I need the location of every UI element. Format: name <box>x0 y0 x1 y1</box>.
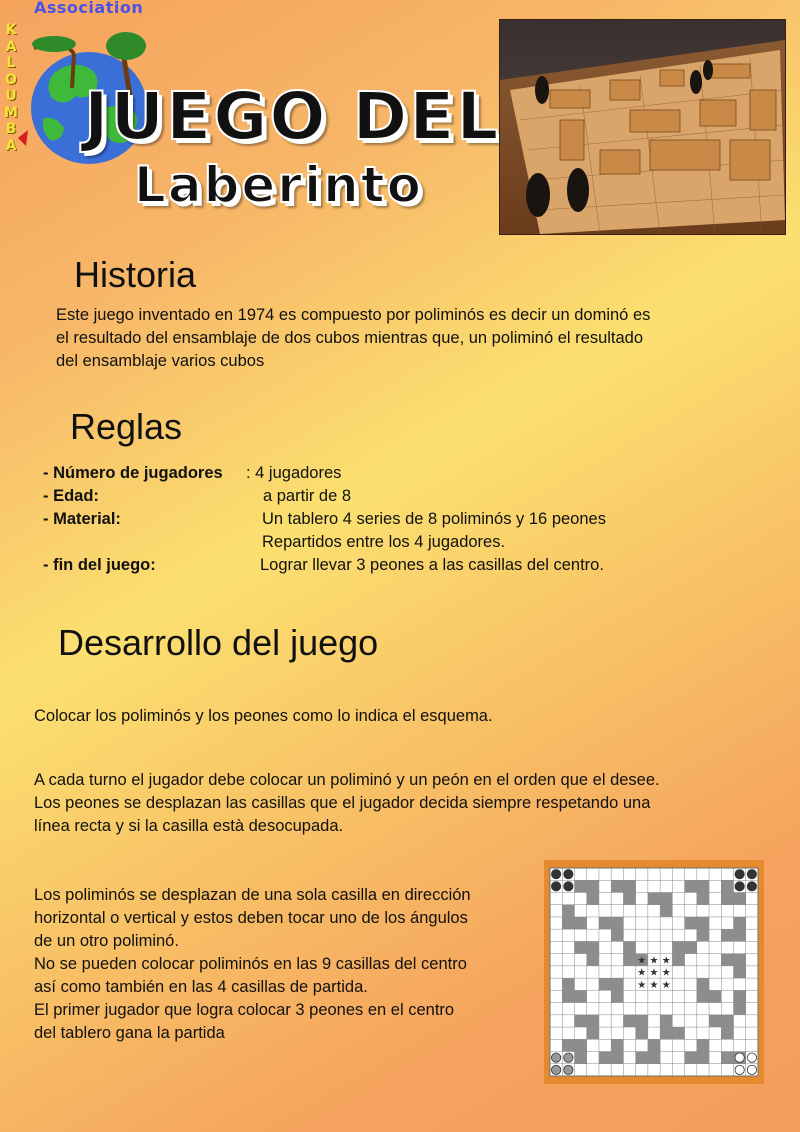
pawn-icon <box>735 882 744 891</box>
paragraph-line: línea recta y si la casilla està desocupada. <box>34 817 344 835</box>
rule-value: Repartidos entre los 4 jugadores. <box>262 533 506 551</box>
polimino-cell <box>734 990 746 1002</box>
game-board-photo <box>499 19 786 235</box>
polimino-cell <box>648 1052 660 1064</box>
historia-heading: Historia <box>74 254 197 295</box>
paragraph-line: horizontal o vertical y estos deben tocar uno de los ángulos <box>34 909 468 927</box>
paragraph-line: del tablero gana la partida <box>34 1024 225 1042</box>
paragraph-line: No se pueden colocar poliminós en las 9 casillas del centro <box>34 955 467 973</box>
polimino-cell <box>734 966 746 978</box>
polimino-cell <box>672 1027 684 1039</box>
polimino-cell <box>734 954 746 966</box>
polimino-cell <box>660 1027 672 1039</box>
polimino-cell <box>697 1039 709 1051</box>
polimino-cell <box>636 1027 648 1039</box>
polimino-cell <box>697 929 709 941</box>
polimino-cell <box>574 941 586 953</box>
center-star-icon: ★ <box>661 979 671 991</box>
pawn-icon <box>747 1053 756 1062</box>
polimino-cell <box>611 929 623 941</box>
pawn-icon <box>564 869 573 878</box>
polimino-cell <box>697 892 709 904</box>
polimino-cell <box>734 929 746 941</box>
polimino-cell <box>574 1052 586 1064</box>
historia-line: Este juego inventado en 1974 es compuesto por poliminós es decir un dominó es <box>56 306 651 324</box>
center-star-icon: ★ <box>661 967 671 979</box>
pawn-icon <box>735 869 744 878</box>
polimino-cell <box>685 1052 697 1064</box>
rule-label: - Número de jugadores <box>43 464 223 482</box>
polimino-cell <box>721 892 733 904</box>
paragraph-line: El primer jugador que logra colocar 3 peones en el centro <box>34 1001 455 1019</box>
title-line-2: Laberinto <box>134 156 423 214</box>
polimino-cell <box>587 892 599 904</box>
center-star-icon: ★ <box>661 955 671 967</box>
polimino-cell <box>697 1052 709 1064</box>
center-star-icon: ★ <box>649 955 659 967</box>
center-star-icon: ★ <box>637 979 647 991</box>
polimino-cell <box>709 990 721 1002</box>
polimino-cell <box>697 978 709 990</box>
polimino-cell <box>709 1015 721 1027</box>
logo-letter: A <box>5 137 17 154</box>
polimino-cell <box>623 954 635 966</box>
polimino-cell <box>697 917 709 929</box>
pawn-icon <box>747 1065 756 1074</box>
pawn-icon <box>551 869 560 878</box>
polimino-cell <box>721 1027 733 1039</box>
polimino-cell <box>623 892 635 904</box>
rule-value: : 4 jugadores <box>246 464 342 482</box>
polimino-cell <box>587 880 599 892</box>
logo-letter: B <box>5 121 17 137</box>
center-star-icon: ★ <box>637 967 647 979</box>
rule-label: - Edad: <box>43 487 99 505</box>
polimino-cell <box>574 880 586 892</box>
pawn-icon <box>551 882 560 891</box>
desarrollo-paragraph-2 <box>34 769 774 838</box>
polimino-cell <box>660 892 672 904</box>
paragraph-line: de un otro poliminó. <box>34 932 179 950</box>
rule-label: - Material: <box>43 510 121 528</box>
pawn-icon <box>747 869 756 878</box>
pawn-icon <box>564 882 573 891</box>
polimino-cell <box>672 941 684 953</box>
desarrollo-paragraph-1: Colocar los poliminós y los peones como lo indica el esquema. <box>34 707 493 725</box>
center-star-icon: ★ <box>649 979 659 991</box>
pawn-icon <box>735 1065 744 1074</box>
logo-letter: M <box>4 104 18 121</box>
polimino-cell <box>685 880 697 892</box>
polimino-cell <box>734 1003 746 1015</box>
logo-letter: L <box>6 55 16 71</box>
polimino-cell <box>574 990 586 1002</box>
polimino-cell <box>660 1015 672 1027</box>
polimino-cell <box>697 880 709 892</box>
polimino-cell <box>734 917 746 929</box>
desarrollo-heading: Desarrollo del juego <box>58 622 379 663</box>
polimino-cell <box>611 917 623 929</box>
polimino-cell <box>648 892 660 904</box>
pawn-icon <box>564 1053 573 1062</box>
polimino-cell <box>562 905 574 917</box>
polimino-cell <box>599 1052 611 1064</box>
center-star-icon: ★ <box>637 955 647 967</box>
rule-label: - fin del juego: <box>43 556 156 574</box>
polimino-cell <box>721 880 733 892</box>
pawn-icon <box>747 882 756 891</box>
pawn-icon <box>564 1065 573 1074</box>
logo-letter: A <box>5 38 17 55</box>
polimino-cell <box>697 990 709 1002</box>
polimino-cell <box>611 978 623 990</box>
polimino-cell <box>672 954 684 966</box>
polimino-cell <box>721 1052 733 1064</box>
polimino-cell <box>562 917 574 929</box>
pawn-icon <box>735 1053 744 1062</box>
reglas-heading: Reglas <box>70 406 183 447</box>
association-label: Association <box>34 0 144 17</box>
polimino-cell <box>734 892 746 904</box>
polimino-cell <box>636 1052 648 1064</box>
logo-letter: U <box>5 88 17 104</box>
rule-value: Lograr llevar 3 peones a las casillas del centro. <box>260 556 604 574</box>
polimino-cell <box>611 1039 623 1051</box>
logo-letter: O <box>5 71 17 88</box>
polimino-cell <box>660 905 672 917</box>
board-diagram <box>544 860 764 1084</box>
pawn-icon <box>551 1053 560 1062</box>
historia-line: del ensamblaje varios cubos <box>56 352 265 370</box>
polimino-cell <box>611 880 623 892</box>
polimino-cell <box>587 1015 599 1027</box>
center-star-icon: ★ <box>649 967 659 979</box>
polimino-cell <box>623 941 635 953</box>
pawn-icon <box>551 1065 560 1074</box>
historia-text <box>56 304 756 373</box>
polimino-cell <box>562 990 574 1002</box>
paragraph-line: así como también en las 4 casillas de partida. <box>34 978 368 996</box>
logo-letter: K <box>5 22 17 38</box>
polimino-cell <box>599 978 611 990</box>
polimino-cell <box>611 990 623 1002</box>
polimino-cell <box>721 1015 733 1027</box>
polimino-cell <box>685 941 697 953</box>
polimino-cell <box>623 1015 635 1027</box>
polimino-cell <box>574 917 586 929</box>
polimino-cell <box>562 1039 574 1051</box>
desarrollo-paragraph-3 <box>34 884 534 1045</box>
polimino-cell <box>721 954 733 966</box>
polimino-cell <box>599 917 611 929</box>
polimino-cell <box>562 978 574 990</box>
paragraph-line: Los poliminós se desplazan de una sola casilla en dirección <box>34 886 471 904</box>
title-line-1: JUEGO DEL <box>84 78 501 155</box>
polimino-cell <box>611 1052 623 1064</box>
historia-line: el resultado del ensamblaje de dos cubos mientras que, un poliminó el resultado <box>56 329 644 347</box>
polimino-cell <box>721 929 733 941</box>
polimino-cell <box>623 880 635 892</box>
paragraph-line: A cada turno el jugador debe colocar un poliminó y un peón en el orden que el desee. <box>34 771 660 789</box>
polimino-cell <box>636 1015 648 1027</box>
polimino-cell <box>587 1027 599 1039</box>
polimino-cell <box>685 917 697 929</box>
polimino-cell <box>587 941 599 953</box>
paragraph-line: Los peones se desplazan las casillas que el jugador decida siempre respetando una <box>34 794 651 812</box>
rule-value: a partir de 8 <box>263 487 352 505</box>
polimino-cell <box>587 954 599 966</box>
polimino-cell <box>648 1039 660 1051</box>
polimino-cell <box>574 1039 586 1051</box>
rule-value: Un tablero 4 series de 8 poliminós y 16 peones <box>262 510 606 528</box>
polimino-cell <box>574 1015 586 1027</box>
